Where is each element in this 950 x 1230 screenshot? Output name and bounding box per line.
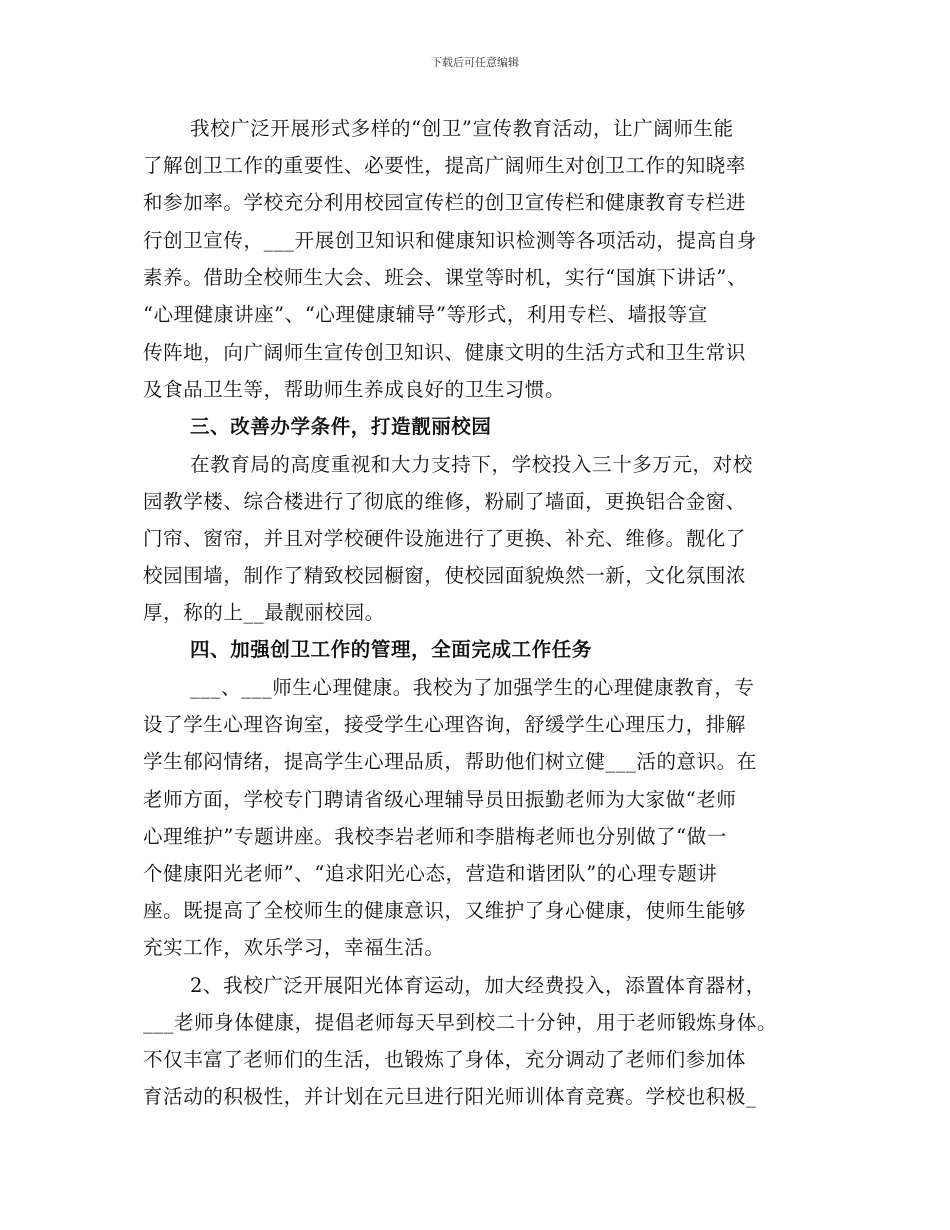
text-line: 设了学生心理咨询室，接受学生心理咨询，舒缓学生心理压力，排解 [143,713,747,736]
text-line: 不仅丰富了老师们的生活，也锻炼了身体，充分调动了老师们参加体 [143,1048,747,1071]
text-line: 个健康阳光老师”、“追求阳光心态，营造和谐团队”的心理专题讲 [143,862,718,885]
text-line: ___老师身体健康，提倡老师每天早到校二十分钟，用于老师锻炼身体。 [143,1011,778,1034]
text-line: 传阵地，向广阔师生宣传创卫知识、健康文明的生活方式和卫生常识 [143,341,747,364]
text-line: 校园围墙，制作了精致校园橱窗，使校园面貌焕然一新，文化氛围浓 [143,564,747,587]
text-line: 2、我校广泛开展阳光体育运动，加大经费投入，添置体育器材， [190,974,766,997]
section-heading: 三、改善办学条件，打造靓丽校园 [190,415,492,438]
text-line: 我校广泛开展形式多样的“创卫”宣传教育活动，让广阔师生能 [190,117,734,140]
text-line: 座。既提高了全校师生的健康意识，又维护了身心健康，使师生能够 [143,899,747,922]
text-line: 老师方面，学校专门聘请省级心理辅导员田振勤老师为大家做“老师 [143,788,737,811]
text-line: 和参加率。学校充分利用校园宣传栏的创卫宣传栏和健康教育专栏进 [143,191,747,214]
text-line: 学生郁闷情绪，提高学生心理品质，帮助他们树立健___活的意识。在 [143,750,757,773]
text-line: 门帘、窗帘，并且对学校硬件设施进行了更换、补充、维修。靓化了 [143,527,747,550]
text-line: 行创卫宣传，___开展创卫知识和健康知识检测等各项活动，提高自身 [143,229,757,252]
text-line: 厚，称的上__最靓丽校园。 [143,601,385,624]
header-note: 下载后可任意编辑 [431,56,519,69]
text-line: 在教育局的高度重视和大力支持下，学校投入三十多万元，对校 [190,453,753,476]
text-line: 了解创卫工作的重要性、必要性，提高广阔师生对创卫工作的知晓率 [143,154,747,177]
text-line: 充实工作，欢乐学习，幸福生活。 [143,936,445,959]
section-heading: 四、加强创卫工作的管理，全面完成工作任务 [190,638,593,661]
text-line: 园教学楼、综合楼进行了彻底的维修，粉刷了墙面，更换铝合金窗、 [143,490,747,513]
text-line: 及食品卫生等，帮助师生养成良好的卫生习惯。 [143,378,566,401]
text-line: 素养。借助全校师生大会、班会、课堂等时机，实行“国旗下讲话”、 [143,266,748,289]
text-line: 育活动的积极性，并计划在元旦进行阳光师训体育竞赛。学校也积极_ [143,1085,757,1108]
text-line: ___、___师生心理健康。我校为了加强学生的心理健康教育，专 [190,676,755,699]
text-line: 心理维护”专题讲座。我校李岩老师和李腊梅老师也分别做了“做一 [143,825,727,848]
text-line: “心理健康讲座”、“心理健康辅导”等形式，利用专栏、墙报等宣 [143,303,708,326]
